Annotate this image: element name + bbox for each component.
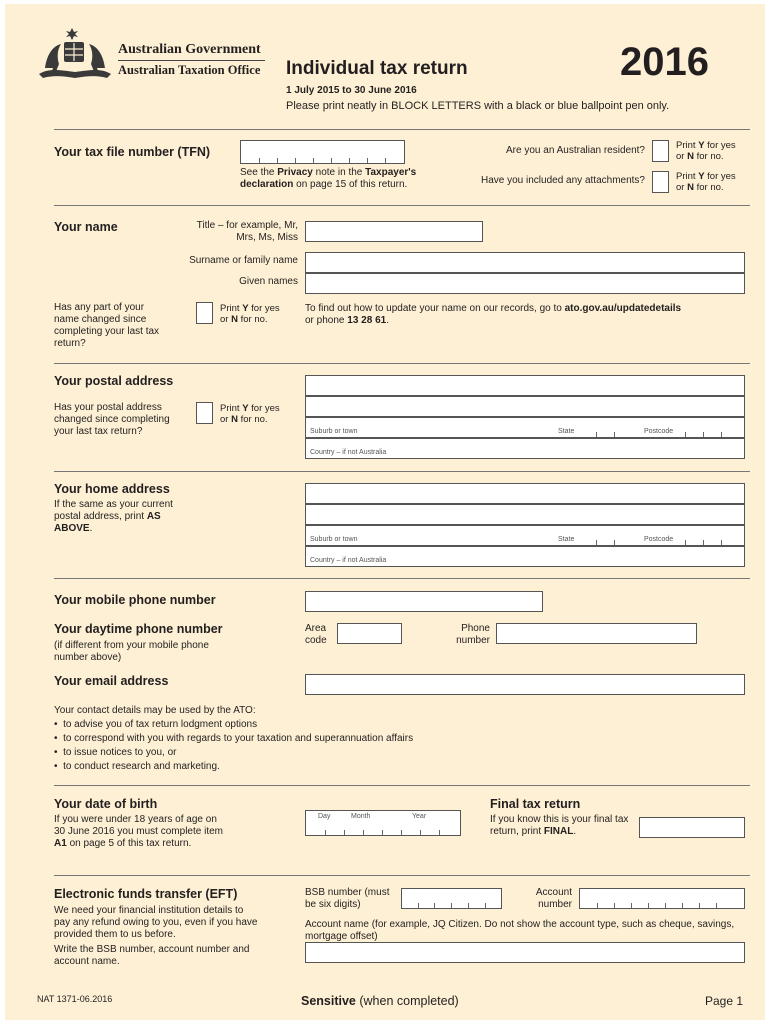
given-names-input[interactable]	[305, 273, 745, 294]
bsb-input[interactable]	[401, 888, 502, 909]
print-instruction: Please print neatly in BLOCK LETTERS with a black or blue ballpoint pen only.	[286, 100, 670, 112]
given-names-label: Given names	[239, 276, 298, 287]
year-label: Year	[412, 813, 427, 820]
home-address-label: Your home address	[54, 482, 170, 496]
final-return-input[interactable]	[639, 817, 745, 838]
resident-yn-box[interactable]	[652, 140, 669, 162]
tax-period: 1 July 2015 to 30 June 2016	[286, 85, 417, 96]
resident-question: Are you an Australian resident?	[506, 145, 645, 156]
name-update-note: To find out how to update your name on our records, go to ato.gov.au/updatedetails or phone 13 28 61.	[305, 303, 682, 326]
home-address-line1-input[interactable]	[305, 483, 745, 504]
final-return-note: If you know this is your final tax return, print FINAL.	[490, 814, 629, 837]
final-return-label: Final tax return	[490, 797, 581, 811]
state-label: State	[558, 428, 575, 435]
contact-usage-list	[54, 719, 413, 775]
postcode-label: Postcode	[644, 536, 674, 543]
daytime-phone-note: (if different from your mobile phone number above)	[54, 640, 209, 663]
daytime-phone-label: Your daytime phone number	[54, 622, 223, 636]
surname-label: Surname or family name	[189, 255, 298, 266]
state-label: State	[558, 536, 575, 543]
resident-yn-hint: Print Y for yes or N for no.	[676, 140, 736, 162]
list-item: • to issue notices to you, or	[54, 747, 177, 758]
eft-note: We need your financial institution details to pay any refund owing to you, even if you have provided them to us before.	[54, 905, 258, 940]
name-label: Your name	[54, 220, 118, 234]
government-name: Australian Government	[118, 42, 261, 57]
postal-changed-yn-hint: Print Y for yes or N for no.	[220, 403, 280, 425]
attachments-yn-box[interactable]	[652, 171, 669, 193]
tfn-privacy-note: See the Privacy note in the Taxpayer's declaration on page 15 of this return.	[240, 167, 417, 190]
postal-changed-question: Has your postal address changed since completing your last tax return?	[54, 402, 170, 437]
divider	[54, 578, 750, 579]
mobile-phone-input[interactable]	[305, 591, 543, 612]
area-code-input[interactable]	[337, 623, 402, 644]
country-label: Country – if not Australia	[310, 449, 387, 456]
email-label: Your email address	[54, 674, 169, 688]
month-label: Month	[351, 813, 371, 820]
postal-suburb-state-postcode-input[interactable]	[305, 417, 745, 438]
attachments-yn-hint: Print Y for yes or N for no.	[676, 171, 736, 193]
home-address-note: If the same as your current postal address, print AS ABOVE.	[54, 499, 173, 534]
divider	[54, 205, 750, 206]
daytime-phone-input[interactable]	[496, 623, 697, 644]
country-label: Country – if not Australia	[310, 557, 387, 564]
account-number-label: Account number	[535, 887, 572, 910]
form-title: Individual tax return	[286, 58, 468, 79]
list-item: • to advise you of tax return lodgment options	[54, 719, 258, 730]
title-input[interactable]	[305, 221, 483, 242]
eft-label: Electronic funds transfer (EFT)	[54, 887, 238, 901]
list-item: • to conduct research and marketing.	[54, 761, 220, 772]
home-address-line2-input[interactable]	[305, 504, 745, 525]
tfn-input[interactable]	[240, 140, 405, 164]
home-suburb-state-postcode-input[interactable]	[305, 525, 745, 546]
update-details-link[interactable]: ato.gov.au/updatedetails	[564, 303, 682, 314]
list-item: • to correspond with you with regards to your taxation and superannuation affairs	[54, 733, 414, 744]
dob-note: If you were under 18 years of age on 30 June 2016 you must complete item A1 on page 5 of this tax return.	[54, 814, 223, 849]
contact-usage-intro: Your contact details may be used by the ATO:	[54, 705, 256, 716]
form-code: NAT 1371-06.2016	[37, 994, 113, 1004]
divider	[54, 875, 750, 876]
postal-address-line2-input[interactable]	[305, 396, 745, 417]
mobile-phone-label: Your mobile phone number	[54, 593, 216, 607]
account-number-input[interactable]	[579, 888, 745, 909]
suburb-label: Suburb or town	[310, 428, 358, 435]
suburb-label: Suburb or town	[310, 536, 358, 543]
area-code-label: Area code	[305, 623, 327, 646]
name-changed-question: Has any part of your name changed since completing your last tax return?	[54, 302, 160, 349]
postal-address-label: Your postal address	[54, 374, 174, 388]
agency-name: Australian Taxation Office	[118, 63, 261, 77]
eft-instruction: Write the BSB number, account number and account name.	[54, 944, 250, 967]
dob-input[interactable]	[305, 810, 461, 836]
postal-changed-yn-box[interactable]	[196, 402, 213, 424]
name-changed-yn-box[interactable]	[196, 302, 213, 324]
form-year: 2016	[620, 40, 709, 84]
coat-of-arms-icon	[37, 28, 113, 84]
divider	[54, 129, 750, 130]
divider	[54, 471, 750, 472]
page-number: Page 1	[705, 994, 744, 1008]
divider	[54, 363, 750, 364]
sensitive-notice: Sensitive (when completed)	[301, 994, 459, 1008]
account-name-input[interactable]	[305, 942, 745, 963]
surname-input[interactable]	[305, 252, 745, 273]
account-name-label: Account name (for example, JQ Citizen. Do not show the account type, such as cheque, savings, mortgage offset)	[305, 919, 735, 942]
title-hint: Title – for example, Mr, Mrs, Ms, Miss	[196, 220, 298, 243]
dob-label: Your date of birth	[54, 797, 158, 811]
divider	[54, 785, 750, 786]
tfn-label: Your tax file number (TFN)	[54, 145, 211, 159]
email-input[interactable]	[305, 674, 745, 695]
postcode-label: Postcode	[644, 428, 674, 435]
postal-address-line1-input[interactable]	[305, 375, 745, 396]
day-label: Day	[318, 813, 331, 820]
bsb-label: BSB number (must be six digits)	[305, 887, 390, 910]
home-country-input[interactable]	[305, 546, 745, 567]
name-changed-yn-hint: Print Y for yes or N for no.	[220, 303, 280, 325]
attachments-question: Have you included any attachments?	[481, 175, 645, 186]
postal-country-input[interactable]	[305, 438, 745, 459]
tax-form-page	[5, 4, 765, 1020]
phone-number-label: Phone number	[456, 623, 490, 646]
